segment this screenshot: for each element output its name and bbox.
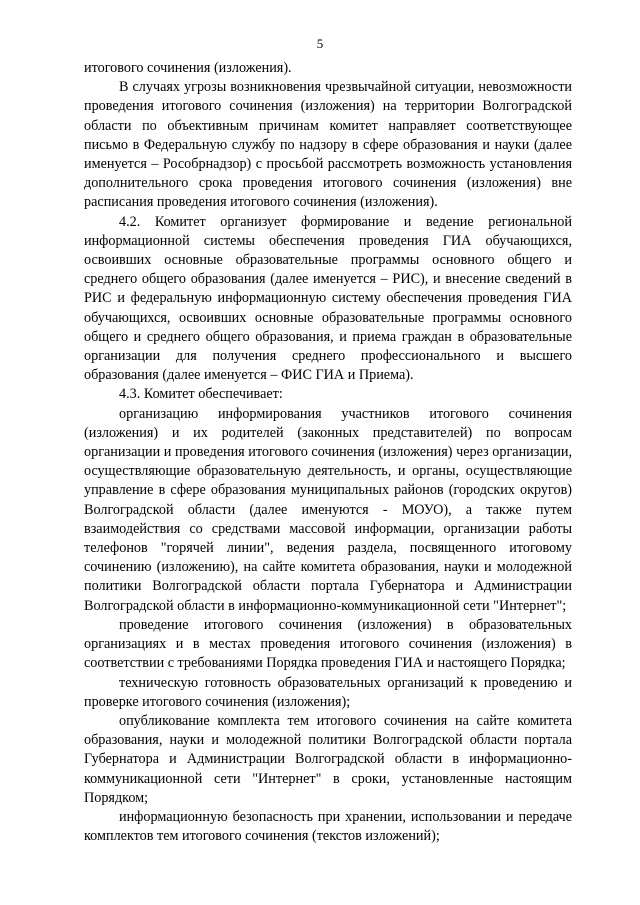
list-item-informing: организацию информирования участников итогового сочинения (изложения) и их родителей (законных представителей) по вопросам организации и проведения итогового сочинения (изложения) через организации, осуществляющие образовательную деятельность, и органы, осуществляющие управление в сфере образования муниципальных районов (городских округов) Волгоградской области (далее именуются - МОУО), а также путем взаимодействия со средствами массовой информации, организации работы телефонов "горячей линии", ведения раздела, посвященного итоговому сочинению (изложению), на сайте комитета образования, науки и молодежной политики Волгоградской области портала Губернатора и Администрации Волгоградской области в информационно-коммуникационной сети "Интернет"; <box>84 405 572 614</box>
list-item-conducting: проведение итогового сочинения (изложения) в образовательных организациях и в местах проведения итогового сочинения (изложения) в соответствии с требованиями Порядка проведения ГИА и настоящего Порядка; <box>84 616 572 672</box>
list-item-publication: опубликование комплекта тем итогового сочинения на сайте комитета образования, науки и молодежной политики Волгоградской области портала Губернатора и Администрации Волгоградской области в информационно-коммуникационной сети "Интернет" в сроки, установленные настоящим Порядком; <box>84 712 572 806</box>
list-item-technical-readiness: техническую готовность образовательных организаций к проведению и проверке итогового сочинения (изложения); <box>84 674 572 710</box>
paragraph-continuation: итогового сочинения (изложения). <box>84 60 292 76</box>
page-number: 5 <box>316 36 324 51</box>
paragraph-4-2: 4.2. Комитет организует формирование и ведение региональной информационной системы обеспечения проведения ГИА обучающихся, освоивших основные образовательные программы основного общего и среднего общего образования (далее именуется – РИС), и внесение сведений в РИС и федеральную информационную систему обеспечения проведения ГИА обучающихся, освоивших основные образовательные программы основного общего и среднего общего образования, и приема граждан в образовательные организации для получения среднего профессионального и высшего образования (далее именуется – ФИС ГИА и Приема). <box>84 213 572 384</box>
paragraph-emergency: В случаях угрозы возникновения чрезвычайной ситуации, невозможности проведения итогового сочинения (изложения) на территории Волгоградской области по объективным причинам комитет направляет соответствующее письмо в Федеральную службу по надзору в сфере образования и науки (далее именуется – Рособрнадзор) с просьбой рассмотреть возможность установления дополнительного срока проведения итогового сочинения (изложения) вне расписания проведения итогового сочинения (изложения). <box>84 79 572 211</box>
paragraph-4-3-heading: 4.3. Комитет обеспечивает: <box>119 386 283 403</box>
document-body <box>84 59 572 846</box>
list-item-security: информационную безопасность при хранении, использовании и передаче комплектов тем итогового сочинения (текстов изложений); <box>84 808 572 845</box>
